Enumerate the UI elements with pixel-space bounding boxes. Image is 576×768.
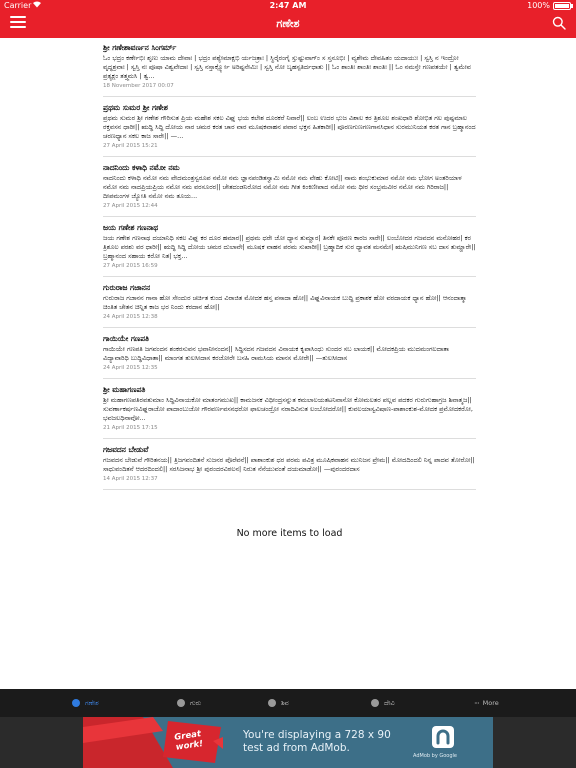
post-item[interactable] xyxy=(103,328,476,379)
tab-dot-icon xyxy=(72,699,80,707)
ad-message: You're displaying a 728 x 90 test ad from AdMob. xyxy=(243,729,391,754)
post-date: 21 April 2015 17:15 xyxy=(103,425,158,431)
tab-label: ದೇವಿ xyxy=(384,698,395,707)
tab-label: ಗುರು xyxy=(190,698,202,707)
post-title[interactable]: ಶ್ರೀ ಮಹಾಗಣಪತಿ xyxy=(103,385,146,394)
tab-label: More xyxy=(482,699,499,707)
post-excerpt: ಓಂ ಭದ್ರಂ ಕರ್ಣೇಭಿಃ ಶೃಣು ಯಾಮ ದೇವಾಃ | ಭದ್ರಂ ಪಶ್ಯೇಮಾಕ್ಷಭಿ ರ್ಯಜತ್ರಾಃ | ಸ್ಥಿರೈರಂಗೈ ಸ್ತುಷ್ಟುವಾಗ್ಂ ಸ ಸ್ತನೂಭಿಃ | ವ್ಯಶೇಮ ದೇವಹಿತಂ ಯದಾಯುಃ | ಸ್ವಸ್ತಿ ನ ಇಂದ್ರೋ ವೃದ್ಧಶ್ರವಾಃ | ಸ್ವಸ್ತಿ ನಃ ಪೂಷಾ ವಿಶ್ವವೇದಾಃ | ಸ್ವಸ್ತಿ ನಸ್ತಾರ್ಕ್ಷ್ಯೋ ಅರಿಷ್ಟನೇಮಿಃ | ಸ್ವಸ್ತಿ ನೋ ಬೃಹಸ್ಪತಿರ್ದಧಾತು || ಓಂ ಶಾಂತಿಃ ಶಾಂತಿಃ ಶಾಂತಿಃ || ಓಂ ನಮಸ್ತೇ ಗಣಪತಯೇ | ತ್ವಮೇವ ಪ್ರತ್ಯಕ್ಷಂ ತತ್ತ್ವಮಸಿ | ತ್ವ... xyxy=(103,54,471,80)
post-date: 18 November 2017 00:07 xyxy=(103,83,174,89)
post-title[interactable]: ಶ್ರೀ ಗಣೇಶಾವರ್ಣನ ಸಿಂಗರ್ಮ್ xyxy=(103,43,177,52)
post-title[interactable]: ಗಜವದನ ಬೇಡುವೆ xyxy=(103,445,149,454)
status-time: 2:47 AM xyxy=(269,1,307,10)
post-title[interactable]: ಗಾಯಿಯೇ ಗಣಪತಿ xyxy=(103,334,150,343)
post-date: 14 April 2015 12:37 xyxy=(103,476,158,482)
battery-tip xyxy=(571,4,573,8)
ad-badge-text: Great work! xyxy=(173,729,204,753)
post-item[interactable] xyxy=(103,42,476,97)
post-title[interactable]: ಗುರುರಾಜ ಗಜಾನನ xyxy=(103,283,151,292)
more-dots-icon: ··· xyxy=(474,698,479,708)
post-item[interactable] xyxy=(103,97,476,157)
post-date: 24 April 2015 12:38 xyxy=(103,314,158,320)
battery-icon xyxy=(553,2,571,10)
post-title[interactable]: ಜಯ ಗಣೇಶ ಗಣನಾಥ xyxy=(103,223,159,232)
admob-brand-label: AdMob by Google xyxy=(413,753,457,759)
post-excerpt: ಗುರುರಾಜ ಗಜಾನನ ಗಾನಾ ಹೋ ಸೇಂದುರ ಚರ್ಚಿತ ಕುಂದ ವಿರಾಜಿತ ಮೋದಕ ಹಸ್ತ ಪಸಾದಾ ಹೋ|| ವಿಘ್ನವಿನಾಯಕ ಬುದ್ಧಿ ಪ್ರಕಾಶಕ ಹೋ ವರದಾಯಕ ಧ್ಯಾನ ಹೋ|| ಆನಂದಾತ್ಮಾ ಚಿಂತಿತ ಚೇತನ ಚಿನ್ನಿತ ಕಾಜ ಭರ ನಿಂದು ಕರದಾನ ಹೋ|| xyxy=(103,294,467,311)
admob-logo-icon xyxy=(432,726,454,748)
ad-banner-area xyxy=(0,717,576,768)
post-list xyxy=(103,42,476,539)
ad-banner[interactable] xyxy=(83,717,493,768)
page-title: ಗಣೇಶ xyxy=(276,17,300,30)
tab-dot-icon xyxy=(371,699,379,707)
post-excerpt: ಗಾಯಿಯೇ ಗಣಪತಿ ಜಗವಂದನ ಶಂಕರಸುವನ ಭವಾನೀನಂದನ|| ಸಿದ್ಧಿಸದನ ಗಜವದನ ವಿನಾಯಕ ಕೃಪಾಸಿಂಧು ಸುಂದರ ಸಬ ಲಾಯಕ|| ಮೋದಕಪ್ರಿಯ ಮುದಮಂಗಲದಾತಾ ವಿದ್ಯಾವಾರಿಧಿ ಬುದ್ಧಿವಿಧಾತಾ|| ಮಾಂಗತ ತುಲಸೀದಾಸ ಕರಜೋರೇ ಬಸಹಿ ರಾಮಸಿಯ ಮಾನಸ ಮೋರೇ|| —ತುಲಸೀದಾಸ xyxy=(103,345,450,362)
post-title[interactable]: ನಾದನಿಂದು ಕಳಾಧಿ ನಮೋ ನಮ xyxy=(103,163,180,172)
post-excerpt: ಗಜವದನ ಬೇಡುವೆ ಗೌರಿತನಯ|| ತ್ರಿಜಗವಂದಿತನೆ ಸುಜನರ ಪೊರೆವನೆ|| ಪಾಶಾಂಕುಶ ಧರ ಪರಮ ಪವಿತ್ರ ಮೂಷಿಕವಾಹನ ಮುನಿಜನ ಪ್ರೇಮ|| ಮೋದದಿಂದಲಿ ನಿನ್ನ ಪಾದವ ತೋರೋ|| ಸಾಧುವಂದಿತನೆ ಆದರದಿಂದಲಿ|| ಸರಸಿಜನಾಭ ಶ್ರೀ ಪುರಂದರವಿಠಲನ| ನಿರುತ ನೆನೆಯುವಂತೆ ದಯಮಾಡೋ|| —ಪುರಂದರದಾಸ xyxy=(103,456,475,473)
end-of-list-message: No more items to load xyxy=(236,528,343,539)
tab-ganesha[interactable] xyxy=(72,689,99,717)
post-excerpt: ಜಯ ಗಣೇಶ ಗಣನಾಥ ದಯಾನಿಧಿ ಸಕಲ ವಿಘ್ನ ಕರ ದೂರ ಹಮಾರ|| ಪ್ರಥಮ ಧರೇ ಜೋ ಧ್ಯಾನ ತುಮ್ಹಾರ| ತಿನಕೇ ಪೂರಣ ಕಾರಜ ಸಾರೇ|| ಲಂಬೋದರ ಗಜವದನ ಮನೋಹರ| ಕರ ತ್ರಿಶೂಲ ಪರಶು ವರ ಧಾರೀ|| ಋದ್ಧಿ ಸಿದ್ಧಿ ದೋಯ ಚಮರ ದುಲಾವೇ| ಮೂಷಕ ವಾಹನ ಪರಮ ಸುಖಾರೀ|| ಬ್ರಹ್ಮಾದಿಕ ಸುರ ಧ್ಯಾವತ ಮನಮೇ| ಋಷಿಮುನಿಗಣ ಸಬ ದಾಸ ತುಮ್ಹಾರೇ|| ಬ್ರಹ್ಮಾನಂದ ಸಹಾಯ ಕರೋ ನಿತ| ಭಕ್ತ... xyxy=(103,234,476,260)
post-date: 27 April 2015 16:59 xyxy=(103,263,158,269)
tab-label: ಗಣೇಶ xyxy=(85,698,99,707)
tab-dot-icon xyxy=(268,699,276,707)
post-item[interactable] xyxy=(103,217,476,277)
post-item[interactable] xyxy=(103,157,476,217)
tab-more[interactable] xyxy=(474,689,499,717)
post-excerpt: ಶ್ರೀ ಮಹಾಗಣಪತಿರವತುಮಾಂ ಸಿದ್ಧಿವಿನಾಯಕೋ ಮಾತಂಗಮುಖ|| ಕಾಮಜನಕ ವಿಧೀಂದ್ರಸನ್ನುತ ಕಮಲಾಲಯತಟನಿವಾಸೋ ಕೋಮಲತರ ಪಲ್ಲವ ಪದಕರ ಗುರುಗುಹಾಗ್ರಜ ಶಿವಾತ್ಮಜ|| ಸುವರ್ಣಾಕರ್ಷಣವಿಘ್ನರಾಜೋ ಪಾದಾಂಬುಜೋ ಗೌರವರ್ಣವಸನಧರೋ ಫಾಲಚಂದ್ರೋ ನರಾದಿವಿನುತ ಲಂಬೋದರೋ|| ಕುವಲಯಾಸ್ವವಿಷಾಣ-ಪಾಶಾಂಕುಶ-ಮೋದಕ ಪ್ರಮೋದಕರೋ, ಭವಜಲಧಿನಾವೋ... xyxy=(103,396,473,422)
tab-shiva[interactable] xyxy=(268,689,289,717)
post-item[interactable] xyxy=(103,439,476,490)
post-excerpt: ನಾದನಿಂದು ಕಳಾಧಿ ನಮೋ ನಮ ವೇದಮಂತ್ರಸ್ವರೂಪ ನಮೋ ನಮ ಜ್ಞಾನಪಂಡಿತಸ್ವಾಮಿ ನಮೋ ನಮ ವೇಹು ಕೋಟಿ|| ನಾಮ ಶಂಭುಕುಮಾರ ನಮೋ ನಮ ಭೋಗ ಅಂತರಿಯಾಳ ನಮೋ ನಮ ನಾದಪ್ರಿಯಪ್ರಿಯ ನಮೋ ನಮ ವರಸೂರರ|| ಚೇತದಂಡನಿರೋದ ನಮೋ ನಮ ಗೀತ ಕಿಂಕಿಣೀಪಾದ ನಮೋ ನಮ ಧೀರ ಸಂಭ್ರಮವೀರ ನಮೋ ನಮ ಗಿರಿರಾಜ|| ದೀಪಮಂಗಳ ಜ್ಯೋತಿ ನಮೋ ನಮ ತೂಯ... xyxy=(103,174,462,200)
post-excerpt: ಪ್ರಥಮ ಸುಮರ ಶ್ರೀ ಗಣೇಶ ಗೌರಿಸುತ ಪ್ರಿಯ ಮಹೇಶ ಸಕಲ ವಿಘ್ನ ಭಯ ಕಲೇಶ ದೂರಕರೆ ನಿವಾರೆ|| ಲಂಬ ಉದರ ಭುಜ ವಿಶಾಲ ಕರ ತ್ರಿಶೂಲ ಶಂಖಧಾರಿ ಶೋಭಿತ ಗಲ ಪುಷ್ಪಮಾಲ ರಕ್ತವಸನ ಧಾರೀ|| ಋದ್ಧಿ ಸಿದ್ಧಿ ದೋಯ ನಾರ ಚಮರ ಕರತ ಚಾರ ವಾರ ಮೂಷಕವಾಹನ ಪವಾರ ಭಕ್ತನ ಹಿತಕಾರೀ|| ಪೂರಣಗುಣಗಣಗಾನಸಿಧಾನ ಸುರಮುನಿಯತ ಕರತ ಗಾನ ಬ್ರಹ್ಮಾನಂದ ಚರಣಧ್ಯಾನ ಸಕಲ ಕಾಜ ಸಾರೇ|| —... xyxy=(103,114,476,140)
battery-percent: 100% xyxy=(527,1,550,10)
post-title[interactable]: ಪ್ರಥಮ ಸುಮರ ಶ್ರೀ ಗಣೇಶ xyxy=(103,103,168,112)
tab-guru[interactable] xyxy=(177,689,201,717)
carrier-label: Carrier xyxy=(4,1,32,10)
status-bar xyxy=(0,0,576,12)
post-date: 27 April 2015 12:44 xyxy=(103,203,158,209)
tab-label: ಶಿವ xyxy=(281,698,289,707)
tab-devi[interactable] xyxy=(371,689,395,717)
tab-dot-icon xyxy=(177,699,185,707)
post-date: 24 April 2015 12:35 xyxy=(103,365,158,371)
post-item[interactable] xyxy=(103,379,476,439)
post-item[interactable] xyxy=(103,277,476,328)
search-icon[interactable] xyxy=(552,15,566,29)
tab-bar xyxy=(0,689,576,717)
top-bar xyxy=(0,0,576,38)
post-date: 27 April 2015 15:21 xyxy=(103,143,158,149)
